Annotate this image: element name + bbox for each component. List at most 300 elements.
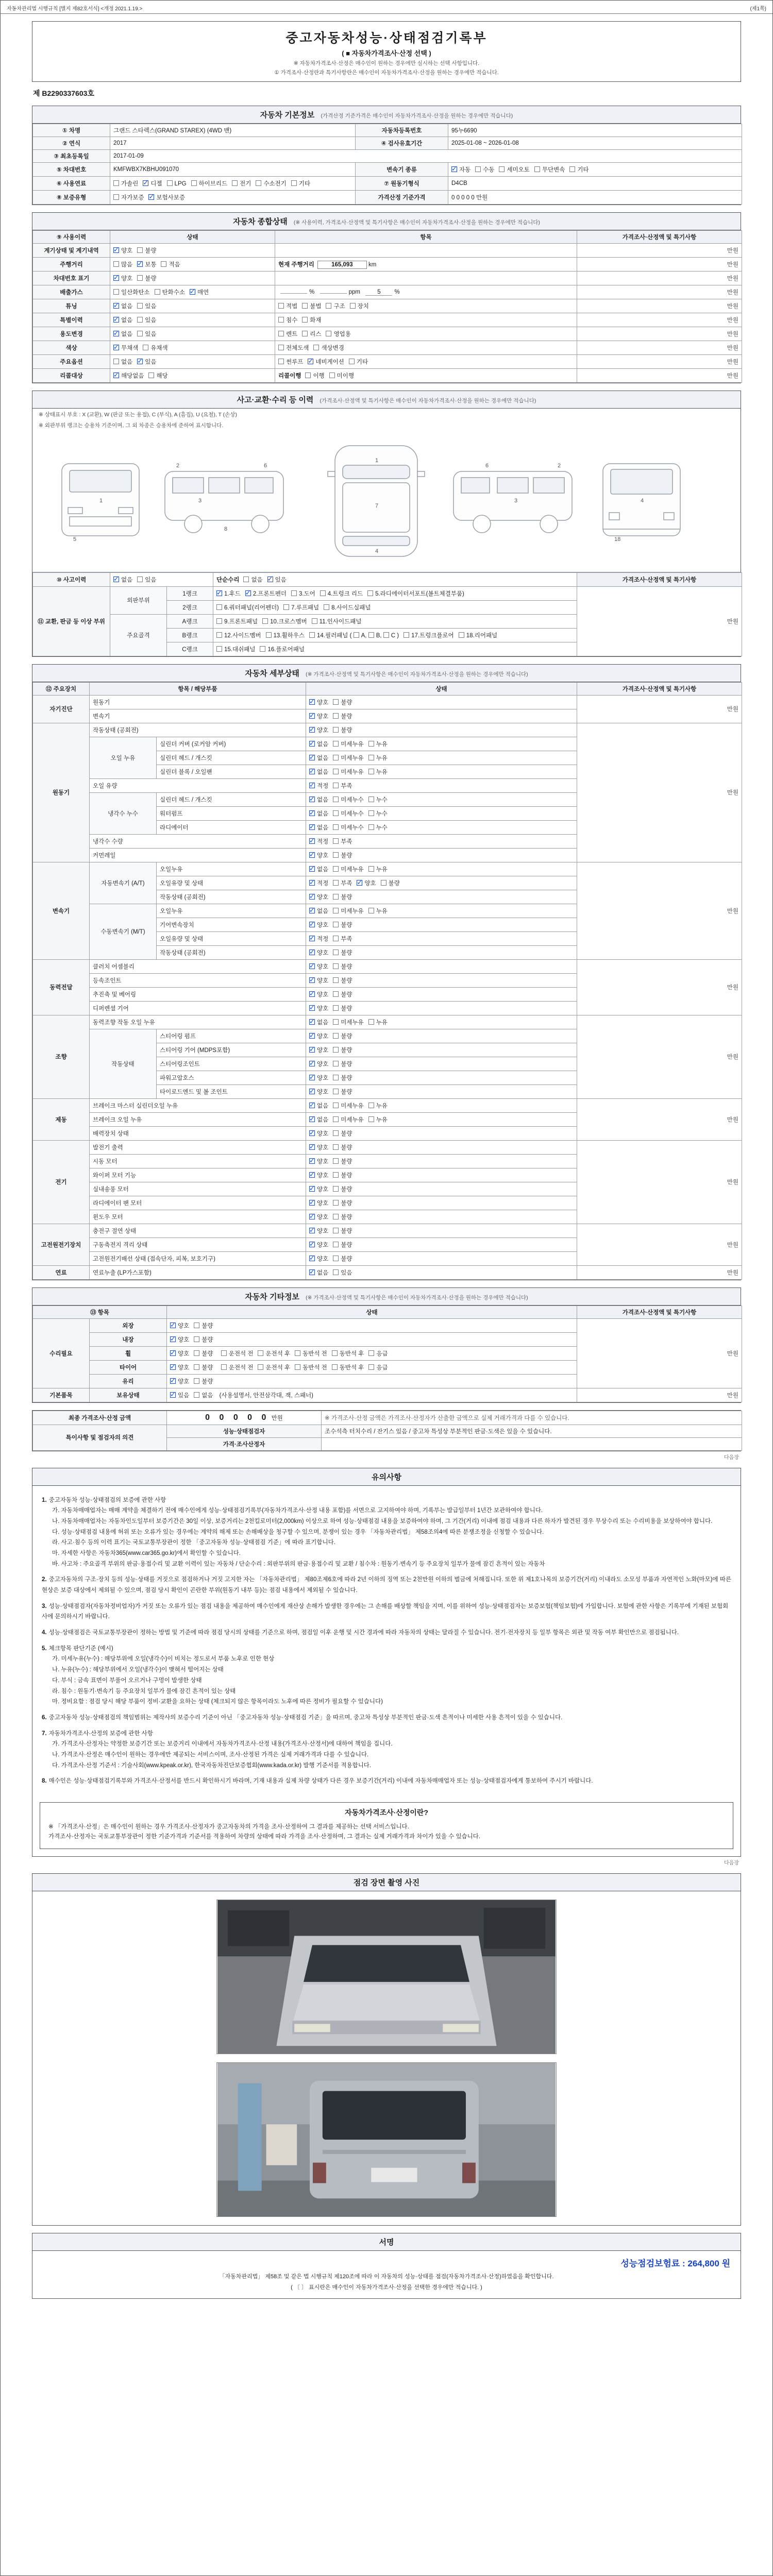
checked-checkbox-icon[interactable]: [309, 1130, 315, 1136]
unchecked-checkbox-icon[interactable]: [312, 618, 317, 624]
checked-checkbox-icon[interactable]: [137, 359, 143, 364]
checked-checkbox-icon[interactable]: [148, 194, 154, 200]
unchecked-checkbox-icon[interactable]: [326, 331, 331, 336]
unchecked-checkbox-icon[interactable]: [221, 1364, 227, 1370]
checked-checkbox-icon[interactable]: [309, 1200, 315, 1206]
checkbox-option[interactable]: 없음: [194, 1391, 213, 1399]
checkbox-option[interactable]: ✓ 양호: [170, 1363, 189, 1371]
checked-checkbox-icon[interactable]: [309, 1047, 315, 1053]
checkbox-option[interactable]: 해당: [148, 371, 167, 380]
checkbox-option[interactable]: ✓ 양호: [309, 851, 328, 859]
part-checkbox-option[interactable]: 16.플로어패널: [260, 645, 305, 653]
checkbox-option[interactable]: 미세누수: [333, 823, 363, 832]
checkbox-option[interactable]: ✓ 자동: [451, 165, 470, 174]
checkbox-option[interactable]: ✓ 양호: [309, 948, 328, 957]
checkbox-option[interactable]: ✓ 없음: [309, 740, 328, 748]
unchecked-checkbox-icon[interactable]: [368, 1019, 374, 1025]
unchecked-checkbox-icon[interactable]: [333, 727, 339, 733]
checked-checkbox-icon[interactable]: [190, 289, 195, 295]
checkbox-option[interactable]: 누유: [368, 740, 388, 748]
checkbox-option[interactable]: 미세누수: [333, 795, 363, 804]
part-checkbox-option[interactable]: 4.트렁크 리드: [320, 589, 363, 598]
unchecked-checkbox-icon[interactable]: [333, 810, 339, 816]
checkbox-option[interactable]: 누수: [368, 823, 388, 832]
unchecked-checkbox-icon[interactable]: [137, 577, 143, 582]
unchecked-checkbox-icon[interactable]: [194, 1364, 199, 1370]
checkbox-option[interactable]: ✓ 양호: [309, 1088, 328, 1096]
checked-checkbox-icon[interactable]: [309, 1214, 315, 1219]
checkbox-option[interactable]: 응급: [368, 1349, 388, 1358]
checkbox-option[interactable]: ✓ 있음: [170, 1391, 189, 1399]
part-checkbox-option[interactable]: 10.크로스멤버: [262, 617, 307, 625]
checked-checkbox-icon[interactable]: [309, 727, 315, 733]
checkbox-option[interactable]: 불량: [333, 893, 352, 901]
checked-checkbox-icon[interactable]: [309, 894, 315, 900]
unchecked-checkbox-icon[interactable]: [333, 1228, 339, 1233]
unchecked-checkbox-icon[interactable]: [320, 590, 326, 596]
checkbox-option[interactable]: ✓ 없음: [309, 1018, 328, 1026]
checkbox-option[interactable]: 기타: [349, 358, 368, 366]
checked-checkbox-icon[interactable]: [170, 1323, 176, 1328]
unchecked-checkbox-icon[interactable]: [305, 372, 311, 378]
checked-checkbox-icon[interactable]: [309, 1228, 315, 1233]
checked-checkbox-icon[interactable]: [245, 590, 251, 596]
checked-checkbox-icon[interactable]: [309, 866, 315, 872]
unchecked-checkbox-icon[interactable]: [216, 632, 222, 638]
checkbox-option[interactable]: 하이브리드: [191, 179, 228, 188]
checked-checkbox-icon[interactable]: [113, 317, 119, 323]
unchecked-checkbox-icon[interactable]: [194, 1336, 199, 1342]
unchecked-checkbox-icon[interactable]: [333, 1033, 339, 1039]
checkbox-option[interactable]: 불량: [333, 990, 352, 998]
unchecked-checkbox-icon[interactable]: [333, 1144, 339, 1150]
checkbox-option[interactable]: ✓ 양호: [113, 274, 132, 282]
unchecked-checkbox-icon[interactable]: [283, 604, 289, 610]
unchecked-checkbox-icon[interactable]: [333, 963, 339, 969]
checkbox-option[interactable]: 불량: [333, 851, 352, 859]
checkbox-option[interactable]: 불량: [333, 1088, 352, 1096]
checkbox-option[interactable]: 불량: [333, 962, 352, 971]
unchecked-checkbox-icon[interactable]: [278, 345, 284, 350]
checkbox-option[interactable]: ✓ 없음: [309, 823, 328, 832]
checkbox-option[interactable]: ✓ 양호: [309, 893, 328, 901]
checkbox-option[interactable]: 기타: [291, 179, 310, 188]
part-checkbox-option[interactable]: 15.대쉬패널: [216, 645, 255, 653]
checkbox-option[interactable]: ✓ 양호: [309, 921, 328, 929]
unchecked-checkbox-icon[interactable]: [368, 1103, 374, 1108]
unchecked-checkbox-icon[interactable]: [302, 303, 308, 309]
checkbox-option[interactable]: 불량: [333, 1129, 352, 1138]
checkbox-option[interactable]: 전체도색: [278, 344, 309, 352]
unchecked-checkbox-icon[interactable]: [194, 1323, 199, 1328]
unchecked-checkbox-icon[interactable]: [113, 194, 119, 200]
checked-checkbox-icon[interactable]: [357, 880, 362, 886]
checkbox-option[interactable]: ✓ 보험사보증: [148, 193, 185, 201]
unchecked-checkbox-icon[interactable]: [216, 604, 222, 610]
checkbox-option[interactable]: 적음: [161, 260, 180, 268]
unchecked-checkbox-icon[interactable]: [333, 1242, 339, 1247]
unchecked-checkbox-icon[interactable]: [333, 866, 339, 872]
unchecked-checkbox-icon[interactable]: [302, 331, 308, 336]
checked-checkbox-icon[interactable]: [309, 1019, 315, 1025]
unchecked-checkbox-icon[interactable]: [167, 180, 173, 186]
checked-checkbox-icon[interactable]: [309, 838, 315, 844]
unchecked-checkbox-icon[interactable]: [278, 317, 284, 323]
checkbox-option[interactable]: ✓ 양호: [309, 726, 328, 734]
unchecked-checkbox-icon[interactable]: [350, 303, 356, 309]
checkbox-option[interactable]: ✓ 네비게이션: [308, 358, 344, 366]
checkbox-option[interactable]: ✓ 무채색: [113, 344, 138, 352]
checkbox-option[interactable]: 불량: [333, 1032, 352, 1040]
checkbox-option[interactable]: 누유: [368, 1115, 388, 1124]
unchecked-checkbox-icon[interactable]: [333, 977, 339, 983]
checkbox-option[interactable]: ✓ 양호: [309, 1171, 328, 1179]
checkbox-option[interactable]: ✓ 양호: [113, 246, 132, 255]
checkbox-option[interactable]: 불법: [302, 302, 321, 310]
checkbox-option[interactable]: ✓ 없음: [113, 316, 132, 324]
checkbox-option[interactable]: 불량: [333, 976, 352, 985]
checked-checkbox-icon[interactable]: [216, 590, 222, 596]
checkbox-option[interactable]: 누수: [368, 795, 388, 804]
checked-checkbox-icon[interactable]: [170, 1378, 176, 1384]
checkbox-option[interactable]: ✓ 없음: [309, 1115, 328, 1124]
checkbox-option[interactable]: ✓ 양호: [309, 1143, 328, 1151]
checkbox-option[interactable]: 불량: [333, 698, 352, 706]
checkbox-option[interactable]: ✓ 양호: [309, 1255, 328, 1263]
checkbox-option[interactable]: 불량: [194, 1377, 213, 1385]
unchecked-checkbox-icon[interactable]: [326, 303, 331, 309]
checkbox-option[interactable]: ✓ 적정: [309, 935, 328, 943]
part-checkbox-option[interactable]: 5.라디에이터서포트(볼트체결부품): [367, 589, 464, 598]
checked-checkbox-icon[interactable]: [451, 166, 457, 172]
checkbox-option[interactable]: 리스: [302, 330, 321, 338]
checked-checkbox-icon[interactable]: [309, 1061, 315, 1066]
checkbox-option[interactable]: 불량: [137, 274, 156, 282]
part-checkbox-option[interactable]: 3.도어: [291, 589, 315, 598]
unchecked-checkbox-icon[interactable]: [266, 632, 272, 638]
checkbox-option[interactable]: ✓ 양호: [309, 698, 328, 706]
unchecked-checkbox-icon[interactable]: [349, 359, 355, 364]
checkbox-option[interactable]: ✓ 양호: [309, 1157, 328, 1165]
unchecked-checkbox-icon[interactable]: [333, 838, 339, 844]
checkbox-option[interactable]: 불량: [333, 1213, 352, 1221]
unchecked-checkbox-icon[interactable]: [333, 852, 339, 858]
unchecked-checkbox-icon[interactable]: [313, 345, 319, 350]
checked-checkbox-icon[interactable]: [113, 303, 119, 309]
unchecked-checkbox-icon[interactable]: [113, 289, 119, 295]
checked-checkbox-icon[interactable]: [309, 977, 315, 983]
checkbox-option[interactable]: ✓ 없음: [309, 809, 328, 818]
checked-checkbox-icon[interactable]: [170, 1336, 176, 1342]
unchecked-checkbox-icon[interactable]: [137, 275, 143, 281]
checkbox-option[interactable]: 불량: [333, 1227, 352, 1235]
checked-checkbox-icon[interactable]: [309, 810, 315, 816]
unchecked-checkbox-icon[interactable]: [302, 317, 308, 323]
checkbox-option[interactable]: 많음: [113, 260, 132, 268]
checkbox-option[interactable]: 불량: [333, 1171, 352, 1179]
checkbox-option[interactable]: 누유: [368, 1101, 388, 1110]
checked-checkbox-icon[interactable]: [137, 261, 143, 267]
checked-checkbox-icon[interactable]: [113, 345, 119, 350]
checkbox-option[interactable]: 부족: [333, 879, 352, 887]
checkbox-option[interactable]: 있음: [137, 316, 156, 324]
checkbox-option[interactable]: 불량: [333, 1199, 352, 1207]
checkbox-option[interactable]: 미세누유: [333, 754, 363, 762]
unchecked-checkbox-icon[interactable]: [459, 632, 464, 638]
unchecked-checkbox-icon[interactable]: [137, 317, 143, 323]
checkbox-option[interactable]: ✓ 양호: [170, 1321, 189, 1330]
checked-checkbox-icon[interactable]: [309, 908, 315, 913]
checkbox-option[interactable]: 누유: [368, 1018, 388, 1026]
checkbox-option[interactable]: 동반석 전: [295, 1349, 327, 1358]
unchecked-checkbox-icon[interactable]: [332, 1350, 338, 1356]
checkbox-option[interactable]: 렌트: [278, 330, 297, 338]
unchecked-checkbox-icon[interactable]: [333, 1186, 339, 1192]
checkbox-option[interactable]: 불량: [333, 1074, 352, 1082]
checkbox-option[interactable]: ✓ 없음: [309, 768, 328, 776]
unchecked-checkbox-icon[interactable]: [368, 866, 374, 872]
checked-checkbox-icon[interactable]: [309, 824, 315, 830]
checkbox-option[interactable]: 미세누유: [333, 740, 363, 748]
unchecked-checkbox-icon[interactable]: [368, 769, 374, 774]
unchecked-checkbox-icon[interactable]: [260, 646, 265, 652]
checkbox-option[interactable]: ✓ 있음: [267, 575, 287, 584]
unchecked-checkbox-icon[interactable]: [113, 359, 119, 364]
checkbox-option[interactable]: 불량: [333, 1241, 352, 1249]
unchecked-checkbox-icon[interactable]: [333, 908, 339, 913]
checked-checkbox-icon[interactable]: [309, 1144, 315, 1150]
checkbox-option[interactable]: ✓ 양호: [309, 976, 328, 985]
unchecked-checkbox-icon[interactable]: [258, 1364, 263, 1370]
part-checkbox-option[interactable]: 14.필러패널 ( A, B, C ): [309, 631, 399, 639]
checkbox-option[interactable]: ✓ 적정: [309, 879, 328, 887]
unchecked-checkbox-icon[interactable]: [333, 1075, 339, 1080]
unchecked-checkbox-icon[interactable]: [333, 894, 339, 900]
checkbox-option[interactable]: ✓ 양호: [309, 1129, 328, 1138]
checked-checkbox-icon[interactable]: [113, 372, 119, 378]
unchecked-checkbox-icon[interactable]: [333, 1269, 339, 1275]
checkbox-option[interactable]: 불량: [333, 1060, 352, 1068]
checkbox-option[interactable]: ✓ 양호: [309, 1199, 328, 1207]
unchecked-checkbox-icon[interactable]: [295, 1364, 300, 1370]
unchecked-checkbox-icon[interactable]: [216, 618, 222, 624]
checkbox-option[interactable]: 미세누수: [333, 809, 363, 818]
checked-checkbox-icon[interactable]: [113, 331, 119, 336]
checkbox-option[interactable]: 탄화수소: [155, 288, 185, 296]
checkbox-option[interactable]: ✓ 양호: [309, 1241, 328, 1249]
checkbox-option[interactable]: 불량: [333, 712, 352, 720]
checked-checkbox-icon[interactable]: [309, 1186, 315, 1192]
unchecked-checkbox-icon[interactable]: [333, 1200, 339, 1206]
checkbox-option[interactable]: ✓ 양호: [357, 879, 376, 887]
checkbox-option[interactable]: 미세누유: [333, 1018, 363, 1026]
checked-checkbox-icon[interactable]: [170, 1392, 176, 1398]
checked-checkbox-icon[interactable]: [309, 713, 315, 719]
unchecked-checkbox-icon[interactable]: [381, 880, 386, 886]
checked-checkbox-icon[interactable]: [113, 577, 119, 582]
checkbox-option[interactable]: 자가보증: [113, 193, 144, 201]
unchecked-checkbox-icon[interactable]: [368, 824, 374, 830]
unchecked-checkbox-icon[interactable]: [137, 303, 143, 309]
checkbox-option[interactable]: ✓ 양호: [309, 990, 328, 998]
unchecked-checkbox-icon[interactable]: [194, 1378, 199, 1384]
checkbox-option[interactable]: ✓ 양호: [170, 1377, 189, 1385]
part-checkbox-option[interactable]: 13.휠하우스: [266, 631, 305, 639]
unchecked-checkbox-icon[interactable]: [333, 755, 339, 760]
unchecked-checkbox-icon[interactable]: [569, 166, 575, 172]
checked-checkbox-icon[interactable]: [267, 577, 273, 582]
unchecked-checkbox-icon[interactable]: [291, 590, 297, 596]
checkbox-option[interactable]: ✓ 양호: [309, 1032, 328, 1040]
checkbox-option[interactable]: 영업용: [326, 330, 350, 338]
unchecked-checkbox-icon[interactable]: [256, 180, 261, 186]
unchecked-checkbox-icon[interactable]: [333, 1256, 339, 1261]
checkbox-option[interactable]: 가솔린: [113, 179, 138, 188]
checked-checkbox-icon[interactable]: [309, 1116, 315, 1122]
checkbox-option[interactable]: ✓ 해당없음: [113, 371, 144, 380]
checked-checkbox-icon[interactable]: [309, 1242, 315, 1247]
unchecked-checkbox-icon[interactable]: [137, 331, 143, 336]
checkbox-option[interactable]: 있음: [137, 330, 156, 338]
unchecked-checkbox-icon[interactable]: [278, 331, 284, 336]
unchecked-checkbox-icon[interactable]: [295, 1350, 300, 1356]
checkbox-option[interactable]: 있음: [137, 302, 156, 310]
checkbox-option[interactable]: 전기: [232, 179, 251, 188]
checkbox-option[interactable]: ✓ 보통: [137, 260, 156, 268]
part-checkbox-option[interactable]: 9.프론트패널: [216, 617, 258, 625]
checkbox-option[interactable]: ✓ 양호: [309, 1060, 328, 1068]
checkbox-option[interactable]: 유채색: [143, 344, 167, 352]
checked-checkbox-icon[interactable]: [309, 783, 315, 788]
part-checkbox-option[interactable]: 11.인사이드패널: [312, 617, 362, 625]
unchecked-checkbox-icon[interactable]: [333, 1103, 339, 1108]
checkbox-option[interactable]: ✓ 양호: [309, 962, 328, 971]
unchecked-checkbox-icon[interactable]: [333, 796, 339, 802]
checkbox-option[interactable]: 미세누유: [333, 768, 363, 776]
checkbox-option[interactable]: 미세누유: [333, 907, 363, 915]
part-checkbox-option[interactable]: 7.루프패널: [283, 603, 319, 612]
checkbox-option[interactable]: ✓ 없음: [309, 1268, 328, 1277]
checkbox-option[interactable]: ✓ 양호: [309, 1185, 328, 1193]
checkbox-option[interactable]: ✓ 없음: [113, 330, 132, 338]
unchecked-checkbox-icon[interactable]: [333, 741, 339, 747]
unchecked-checkbox-icon[interactable]: [113, 180, 119, 186]
checkbox-option[interactable]: 동반석 전: [295, 1363, 327, 1371]
checked-checkbox-icon[interactable]: [309, 1005, 315, 1011]
unchecked-checkbox-icon[interactable]: [143, 345, 148, 350]
checkbox-option[interactable]: 불량: [333, 1143, 352, 1151]
checkbox-option[interactable]: 동반석 후: [332, 1363, 364, 1371]
checkbox-option[interactable]: 불량: [194, 1335, 213, 1344]
checkbox-option[interactable]: 불량: [333, 1157, 352, 1165]
checkbox-option[interactable]: 누유: [368, 768, 388, 776]
checkbox-option[interactable]: ✓ 양호: [309, 1227, 328, 1235]
checkbox-option[interactable]: ✓ 양호: [309, 1213, 328, 1221]
checkbox-option[interactable]: 구조: [326, 302, 345, 310]
checkbox-option[interactable]: 동반석 후: [332, 1349, 364, 1358]
checkbox-option[interactable]: ✓ 없음: [309, 795, 328, 804]
unchecked-checkbox-icon[interactable]: [291, 180, 297, 186]
checkbox-option[interactable]: 장치: [350, 302, 369, 310]
checkbox-option[interactable]: 미세누유: [333, 1115, 363, 1124]
checkbox-option[interactable]: 부족: [333, 837, 352, 845]
unchecked-checkbox-icon[interactable]: [194, 1350, 199, 1356]
checkbox-option[interactable]: 부족: [333, 935, 352, 943]
checkbox-option[interactable]: 불량: [194, 1349, 213, 1358]
checked-checkbox-icon[interactable]: [309, 963, 315, 969]
checkbox-option[interactable]: 없음: [113, 358, 132, 366]
part-checkbox-option[interactable]: 17.트렁크플로어: [404, 631, 454, 639]
checked-checkbox-icon[interactable]: [309, 1103, 315, 1108]
unchecked-checkbox-icon[interactable]: [137, 247, 143, 253]
unchecked-checkbox-icon[interactable]: [155, 289, 160, 295]
checkbox-option[interactable]: 침수: [278, 316, 297, 324]
part-checkbox-option[interactable]: 8.사이드실패널: [324, 603, 371, 612]
unchecked-checkbox-icon[interactable]: [333, 1116, 339, 1122]
checked-checkbox-icon[interactable]: [170, 1350, 176, 1356]
checkbox-option[interactable]: 불량: [194, 1321, 213, 1330]
unchecked-checkbox-icon[interactable]: [333, 880, 339, 886]
unchecked-checkbox-icon[interactable]: [368, 796, 374, 802]
checked-checkbox-icon[interactable]: [309, 991, 315, 997]
unchecked-checkbox-icon[interactable]: [333, 1158, 339, 1164]
checkbox-option[interactable]: 누유: [368, 907, 388, 915]
checkbox-option[interactable]: ✓ 없음: [309, 1101, 328, 1110]
checked-checkbox-icon[interactable]: [309, 699, 315, 705]
checkbox-option[interactable]: 불량: [381, 879, 400, 887]
checked-checkbox-icon[interactable]: [113, 275, 119, 281]
checkbox-option[interactable]: ✓ 없음: [113, 575, 132, 584]
unchecked-checkbox-icon[interactable]: [333, 1047, 339, 1053]
unchecked-checkbox-icon[interactable]: [383, 632, 389, 638]
checkbox-option[interactable]: ✓ 적정: [309, 782, 328, 790]
unchecked-checkbox-icon[interactable]: [221, 1350, 227, 1356]
checkbox-option[interactable]: 없음: [243, 575, 262, 584]
unchecked-checkbox-icon[interactable]: [534, 166, 540, 172]
checked-checkbox-icon[interactable]: [309, 741, 315, 747]
unchecked-checkbox-icon[interactable]: [499, 166, 505, 172]
unchecked-checkbox-icon[interactable]: [262, 618, 268, 624]
checked-checkbox-icon[interactable]: [309, 755, 315, 760]
unchecked-checkbox-icon[interactable]: [161, 261, 166, 267]
checkbox-option[interactable]: 불량: [333, 948, 352, 957]
unchecked-checkbox-icon[interactable]: [354, 632, 359, 638]
checked-checkbox-icon[interactable]: [309, 1256, 315, 1261]
checkbox-option[interactable]: 무단변속: [534, 165, 565, 174]
checkbox-option[interactable]: ✓ 양호: [309, 1004, 328, 1012]
checkbox-option[interactable]: 운전석 전: [221, 1363, 254, 1371]
checkbox-option[interactable]: 있음: [137, 575, 156, 584]
checkbox-option[interactable]: 적법: [278, 302, 297, 310]
checkbox-option[interactable]: LPG: [167, 180, 187, 187]
part-checkbox-option[interactable]: 6.쿼터패널(리어펜더): [216, 603, 279, 612]
unchecked-checkbox-icon[interactable]: [333, 950, 339, 955]
checkbox-option[interactable]: 운전석 후: [258, 1349, 290, 1358]
unchecked-checkbox-icon[interactable]: [368, 741, 374, 747]
checkbox-option[interactable]: 화재: [302, 316, 321, 324]
checkbox-option[interactable]: 세미오토: [499, 165, 529, 174]
unchecked-checkbox-icon[interactable]: [368, 632, 374, 638]
checkbox-option[interactable]: ✓ 양호: [309, 1046, 328, 1054]
checked-checkbox-icon[interactable]: [309, 1269, 315, 1275]
checkbox-option[interactable]: 있음: [333, 1268, 352, 1277]
unchecked-checkbox-icon[interactable]: [368, 1364, 374, 1370]
checked-checkbox-icon[interactable]: [309, 796, 315, 802]
unchecked-checkbox-icon[interactable]: [368, 1116, 374, 1122]
unchecked-checkbox-icon[interactable]: [324, 604, 329, 610]
unchecked-checkbox-icon[interactable]: [333, 1130, 339, 1136]
checked-checkbox-icon[interactable]: [309, 1172, 315, 1178]
